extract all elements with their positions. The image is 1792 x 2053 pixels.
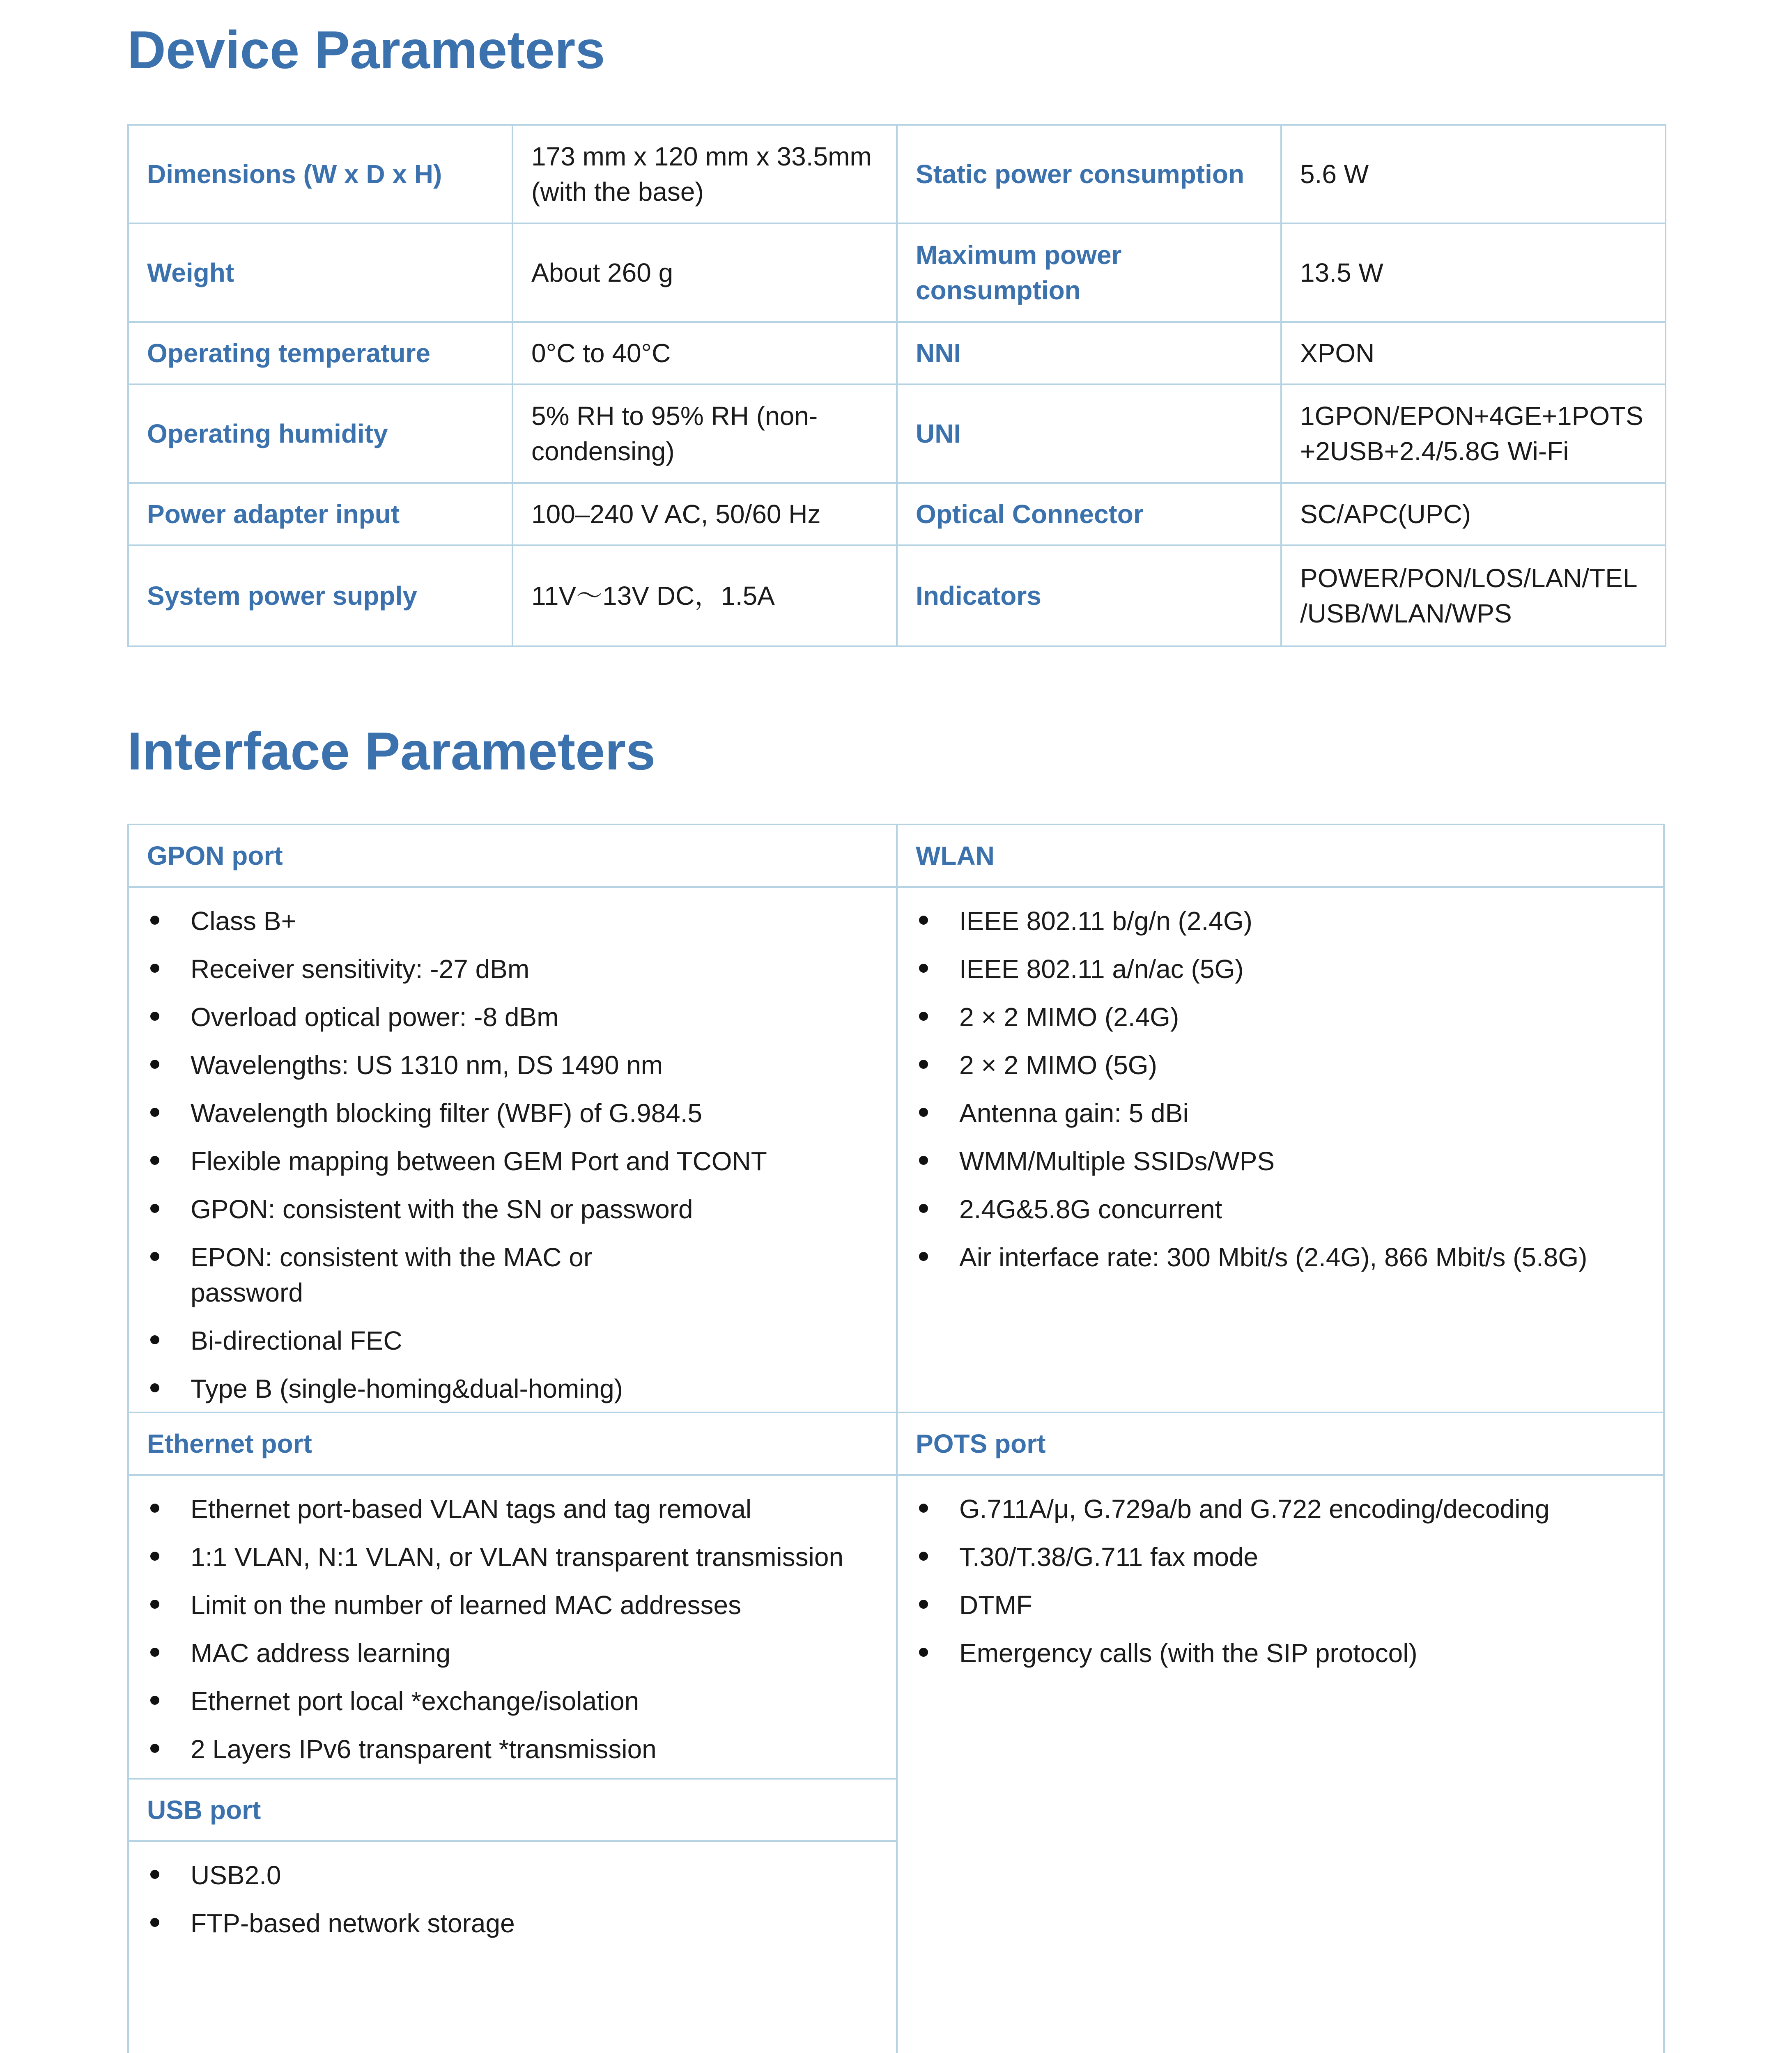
list-item: GPON: consistent with the SN or password [147,1192,878,1227]
param-value: About 260 g [512,223,897,322]
list-item: Flexible mapping between GEM Port and TCONT [147,1144,878,1179]
pots-port-panel [896,1412,1665,2053]
table-row [128,223,1666,322]
param-value: SC/APC(UPC) [1281,483,1666,545]
list-item: IEEE 802.11 b/g/n (2.4G) [916,903,1645,939]
param-value: POWER/PON/LOS/LAN/TEL /USB/WLAN/WPS [1281,545,1666,646]
param-label: Power adapter input [128,483,512,545]
gpon-port-panel [127,824,898,1413]
list-item: IEEE 802.11 a/n/ac (5G) [916,951,1645,987]
param-value: 13.5 W [1281,223,1666,322]
list-item: FTP-based network storage [147,1906,878,1941]
list-item: USB2.0 [147,1858,878,1893]
list-item: Ethernet port local *exchange/isolation [147,1683,878,1719]
param-label: UNI [897,384,1281,483]
list-item: Emergency calls (with the SIP protocol) [916,1635,1645,1671]
list-item: WMM/Multiple SSIDs/WPS [916,1144,1645,1179]
list-item: 2 Layers IPv6 transparent *transmission [147,1732,878,1767]
param-label: Operating temperature [128,322,512,384]
ethernet-port-panel [127,1412,898,1780]
wlan-list [898,888,1663,1288]
list-item: Ethernet port-based VLAN tags and tag removal [147,1491,878,1527]
param-label: Dimensions (W x D x H) [128,125,512,223]
param-label: System power supply [128,545,512,646]
list-item: Air interface rate: 300 Mbit/s (2.4G), 866 Mbit/s (5.8G) [916,1240,1645,1275]
param-label: Weight [128,223,512,322]
param-value: 1GPON/EPON+4GE+1POTS +2USB+2.4/5.8G Wi-Fi [1281,384,1666,483]
list-item: Class B+ [147,903,878,939]
wlan-heading: WLAN [898,825,1663,888]
list-item: Wavelength blocking filter (WBF) of G.984.5 [147,1095,878,1131]
param-value: 100–240 V AC, 50/60 Hz [512,483,897,545]
table-row [128,545,1666,646]
wlan-panel [896,824,1665,1413]
usb-port-list [129,1842,896,1954]
pots-port-heading: POTS port [898,1413,1663,1476]
device-parameters-title: Device Parameters [127,20,605,80]
list-item: Antenna gain: 5 dBi [916,1095,1645,1131]
param-value: 0°C to 40°C [512,322,897,384]
list-item: 1:1 VLAN, N:1 VLAN, or VLAN transparent transmission [147,1539,878,1575]
list-item: MAC address learning [147,1635,878,1671]
list-item: Wavelengths: US 1310 nm, DS 1490 nm [147,1047,878,1083]
table-row [128,125,1666,223]
param-label: Maximum power consumption [897,223,1281,322]
table-row [128,384,1666,483]
param-label: Operating humidity [128,384,512,483]
list-item: Bi-directional FEC [147,1323,878,1358]
list-item: Type B (single-homing&dual-homing) [147,1371,878,1406]
ethernet-port-heading: Ethernet port [129,1413,896,1476]
gpon-port-heading: GPON port [129,825,896,888]
list-item: 2 × 2 MIMO (5G) [916,1047,1645,1083]
list-item: Overload optical power: -8 dBm [147,999,878,1035]
list-item: T.30/T.38/G.711 fax mode [916,1539,1645,1575]
list-item: Receiver sensitivity: -27 dBm [147,951,878,987]
usb-port-panel [127,1778,898,2053]
interface-parameters-title: Interface Parameters [127,721,656,781]
list-item: Limit on the number of learned MAC addresses [147,1587,878,1623]
gpon-port-list [129,888,896,1419]
table-row [128,483,1666,545]
param-label: Indicators [897,545,1281,646]
list-item: EPON: consistent with the MAC or password [147,1240,626,1310]
usb-port-heading: USB port [129,1780,896,1842]
list-item: DTMF [916,1587,1645,1623]
param-value: 5% RH to 95% RH (non-condensing) [512,384,897,483]
list-item: 2.4G&5.8G concurrent [916,1192,1645,1227]
ethernet-port-list [129,1476,896,1780]
param-label: Optical Connector [897,483,1281,545]
param-value: XPON [1281,322,1666,384]
param-value: 11V～13V DC，1.5A [512,545,897,646]
table-row [128,322,1666,384]
param-label: NNI [897,322,1281,384]
param-value: 5.6 W [1281,125,1666,223]
param-label: Static power consumption [897,125,1281,223]
list-item: 2 × 2 MIMO (2.4G) [916,999,1645,1035]
list-item: G.711A/μ, G.729a/b and G.722 encoding/decoding [916,1491,1645,1527]
param-value: 173 mm x 120 mm x 33.5mm (with the base) [512,125,897,223]
pots-port-list [898,1476,1663,1683]
device-parameters-table [127,124,1666,647]
